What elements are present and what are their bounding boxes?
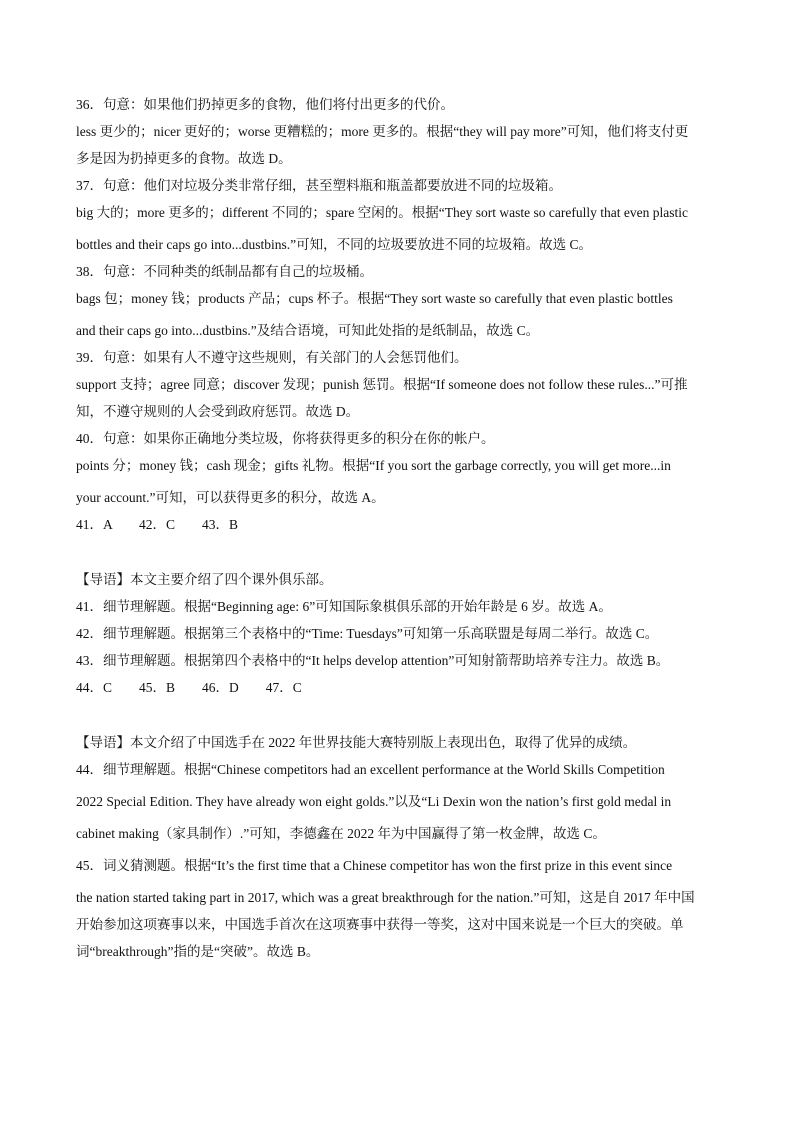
text-line: 知，不遵守规则的人会受到政府惩罚。故选 D。: [76, 404, 360, 419]
text-line: 36．句意：如果他们扔掉更多的食物，他们将付出更多的代价。: [76, 97, 454, 112]
text-line: your account.”可知，可以获得更多的积分，故选 A。: [76, 490, 385, 505]
text-line: bottles and their caps go into...dustbins.”可知，不同的垃圾要放进不同的垃圾箱。故选 C。: [76, 237, 592, 252]
text-line: support 支持；agree 同意；discover 发现；punish 惩罚。根据“If someone does not follow these rules...”可推: [76, 377, 688, 392]
text-line: bags 包；money 钱；products 产品；cups 杯子。根据“They sort waste so carefully that even plastic bottles: [76, 291, 673, 306]
text-line: 44．细节理解题。根据“Chinese competitors had an excellent performance at the World Skills Competition: [76, 762, 665, 777]
text-line: 40．句意：如果你正确地分类垃圾，你将获得更多的积分在你的帐户。: [76, 431, 495, 446]
text-line: cabinet making（家具制作）.”可知，李德鑫在 2022 年为中国赢得了第一枚金牌，故选 C。: [76, 826, 606, 841]
text-line: 词“breakthrough”指的是“突破”。故选 B。: [76, 944, 320, 959]
text-line: big 大的；more 更多的；different 不同的；spare 空闲的。根据“They sort waste so carefully that even plastic: [76, 205, 688, 220]
text-line: 41．A 42．C 43．B: [76, 517, 239, 532]
text-line: 37．句意：他们对垃圾分类非常仔细，甚至塑料瓶和瓶盖都要放进不同的垃圾箱。: [76, 178, 562, 193]
text-line: 41．细节理解题。根据“Beginning age: 6”可知国际象棋俱乐部的开始年龄是 6 岁。故选 A。: [76, 599, 612, 614]
text-line: 42．细节理解题。根据第三个表格中的“Time: Tuesdays”可知第一乐高联盟是每周二举行。故选 C。: [76, 626, 659, 641]
text-line: 38．句意：不同种类的纸制品都有自己的垃圾桶。: [76, 264, 373, 279]
guide-paragraph-line: 【导语】本文介绍了中国选手在 2022 年世界技能大赛特别版上表现出色，取得了优异的成绩。: [76, 735, 637, 750]
text-line: 开始参加这项赛事以来，中国选手首次在这项赛事中获得一等奖，这对中国来说是一个巨大的突破。单: [76, 917, 684, 932]
text-line: 2022 Special Edition. They have already won eight golds.”以及“Li Dexin won the nation’s first gold medal in: [76, 794, 672, 809]
text-line: 多是因为扔掉更多的食物。故选 D。: [76, 151, 292, 166]
text-line: 43．细节理解题。根据第四个表格中的“It helps develop attention”可知射箭帮助培养专注力。故选 B。: [76, 653, 670, 668]
text-line: 44．C 45．B 46．D 47．C: [76, 680, 302, 695]
text-line: 45．词义猜测题。根据“It’s the first time that a Chinese competitor has won the first prize in this event since: [76, 858, 673, 873]
text-line: less 更少的；nicer 更好的；worse 更糟糕的；more 更多的。根据“they will pay more”可知，他们将支付更: [76, 124, 689, 139]
guide-paragraph-line: 【导语】本文主要介绍了四个课外俱乐部。: [76, 572, 333, 587]
text-line: the nation started taking part in 2017, which was a great breakthrough for the nation.”可知，这是自 2017 年中国: [76, 890, 695, 905]
text-line: and their caps go into...dustbins.”及结合语境，可知此处指的是纸制品，故选 C。: [76, 323, 540, 338]
text-line: points 分；money 钱；cash 现金；gifts 礼物。根据“If you sort the garbage correctly, you will get more...in: [76, 458, 671, 473]
text-line: 39．句意：如果有人不遵守这些规则，有关部门的人会惩罚他们。: [76, 350, 468, 365]
document-page: [76, 96, 726, 961]
